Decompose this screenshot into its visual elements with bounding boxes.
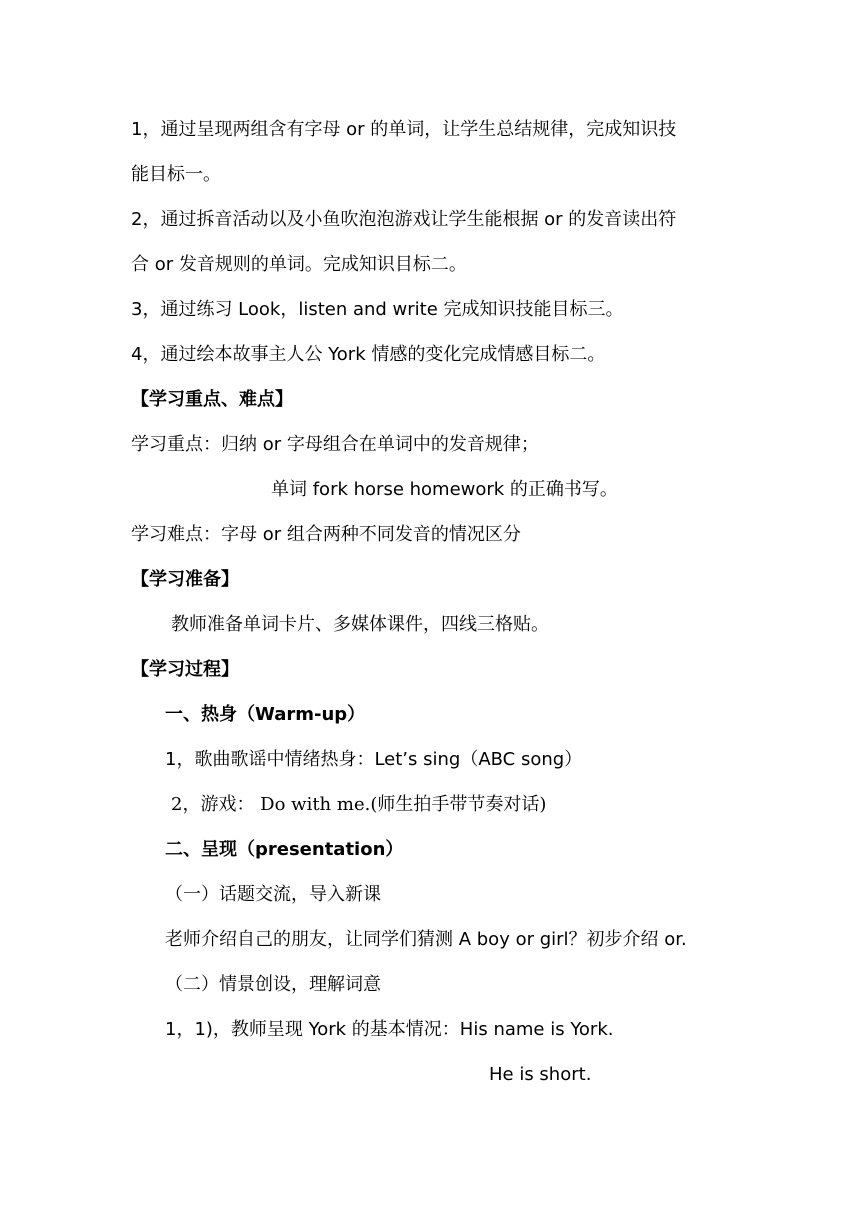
key-point-words: 单词 fork horse homework 的正确书写。 bbox=[271, 479, 618, 500]
heading-process: 【学习过程】 bbox=[131, 659, 239, 680]
presentation-section-2: （二）情景创设，理解词意 bbox=[165, 974, 381, 995]
warmup-item-2: 2，游戏： Do with me.(师生拍手带节奏对话) bbox=[171, 794, 547, 815]
preparation-text: 教师准备单词卡片、多媒体课件，四线三格贴。 bbox=[171, 614, 549, 635]
presentation-section-2-text-2: He is short. bbox=[489, 1064, 592, 1085]
warmup-title: 一、热身（Warm-up） bbox=[165, 704, 366, 725]
presentation-section-1-text: 老师介绍自己的朋友，让同学们猜测 A boy or girl？初步介绍 or. bbox=[165, 929, 687, 950]
presentation-title: 二、呈现（presentation） bbox=[165, 839, 404, 860]
heading-preparation: 【学习准备】 bbox=[131, 569, 239, 590]
presentation-section-2-text: 1，1)，教师呈现 York 的基本情况：His name is York. bbox=[165, 1019, 614, 1040]
objective-3: 3，通过练习 Look，listen and write 完成知识技能目标三。 bbox=[131, 299, 624, 320]
objective-1-line-1: 1，通过呈现两组含有字母 or 的单词，让学生总结规律，完成知识技 bbox=[131, 119, 677, 140]
key-point-text: 学习重点：归纳 or 字母组合在单词中的发音规律； bbox=[131, 434, 539, 455]
heading-key-points: 【学习重点、难点】 bbox=[131, 389, 293, 410]
warmup-item-1: 1，歌曲歌谣中情绪热身：Let’s sing（ABC song） bbox=[165, 749, 583, 770]
difficulty-text: 学习难点：字母 or 组合两种不同发音的情况区分 bbox=[131, 524, 521, 545]
objective-1-line-2: 能目标一。 bbox=[131, 164, 221, 185]
objective-4: 4，通过绘本故事主人公 York 情感的变化完成情感目标二。 bbox=[131, 344, 606, 365]
presentation-section-1: （一）话题交流，导入新课 bbox=[165, 884, 381, 905]
objective-2-line-2: 合 or 发音规则的单词。完成知识目标二。 bbox=[131, 254, 467, 275]
objective-2-line-1: 2，通过拆音活动以及小鱼吹泡泡游戏让学生能根据 or 的发音读出符 bbox=[131, 209, 677, 230]
